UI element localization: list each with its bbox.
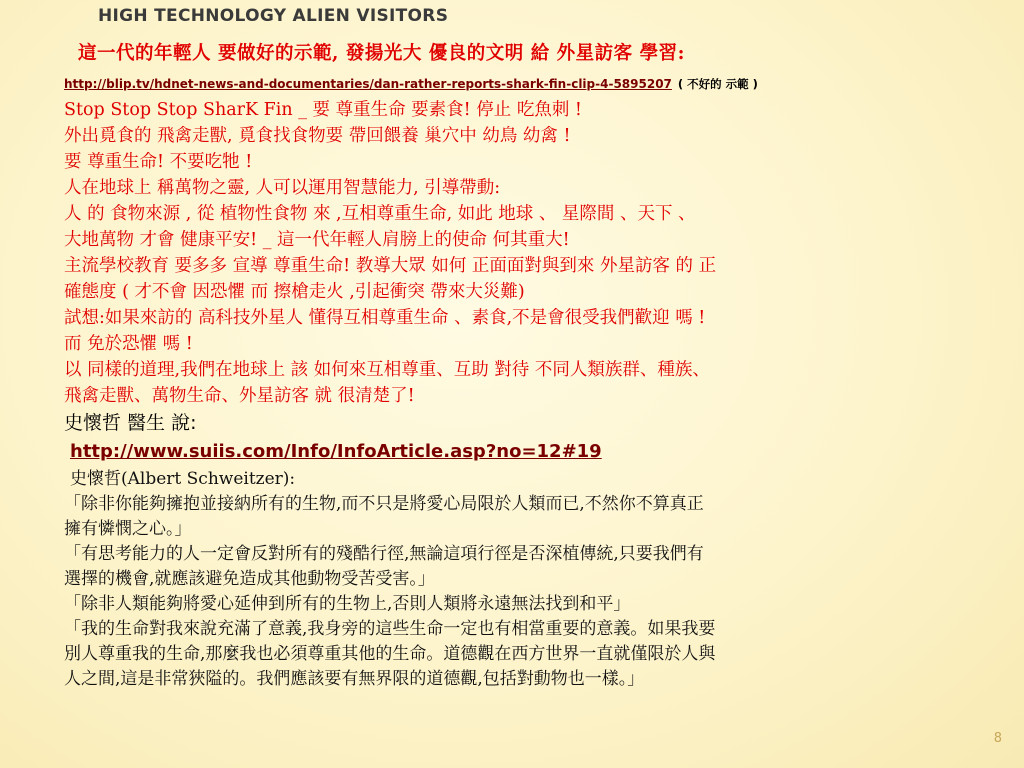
- red-line-9: 試想:如果來訪的 高科技外星人 懂得互相尊重生命 、素食,不是會很受我們歡迎 嗎 !: [64, 308, 706, 328]
- source-link-row-2: [64, 437, 960, 467]
- red-line-10: 而 免於恐懼 嗎 !: [64, 334, 193, 354]
- quote-line-4: 選擇的機會,就應該避免造成其他動物受苦受害。」: [64, 569, 435, 589]
- quote-line-7: 別人尊重我的生命,那麼我也必須尊重其他的生命。道德觀在西方世界一直就僅限於人與: [64, 644, 716, 664]
- quote-line-6: 「我的生命對我來說充滿了意義,我身旁的這些生命一定也有相當重要的意義。如果我要: [64, 619, 716, 639]
- quote-line-3: 「有思考能力的人一定會反對所有的殘酷行徑,無論這項行徑是否深植傳統,只要我們有: [64, 544, 704, 564]
- source-link-blip[interactable]: http://blip.tv/hdnet-news-and-documentaries/dan-rather-reports-shark-fin-clip-4-5895207: [64, 77, 672, 91]
- red-line-1: Stop Stop Stop SharK Fin _ 要 尊重生命 要素食! 停止 吃魚刺 !: [64, 100, 582, 120]
- red-line-4: 人在地球上 稱萬物之靈, 人可以運用智慧能力, 引導帶動:: [64, 178, 501, 198]
- quote-author: 史懷哲(Albert Schweitzer):: [70, 469, 296, 489]
- red-line-3: 要 尊重生命! 不要吃牠 !: [64, 152, 253, 172]
- red-line-6: 大地萬物 才會 健康平安! _ 這一代年輕人肩膀上的使命 何其重大!: [64, 230, 570, 250]
- slide-heading: 這一代的年輕人 要做好的示範, 發揚光大 優良的文明 給 外星訪客 學習:: [78, 43, 685, 64]
- source-link-row: [64, 70, 960, 97]
- quote-line-1: 「除非你能夠擁抱並接納所有的生物,而不只是將愛心局限於人類而已,不然你不算真正: [64, 494, 704, 514]
- quote-line-8: 人之間,這是非常狹隘的。我們應該要有無界限的道德觀,包括對動物也一樣。」: [64, 669, 645, 689]
- page-number: 8: [993, 731, 1002, 746]
- red-line-2: 外出覓食的 飛禽走獸, 覓食找食物要 帶回餵養 巢穴中 幼鳥 幼禽 !: [64, 126, 571, 146]
- red-line-11: 以 同樣的道理,我們在地球上 該 如何來互相尊重、互助 對待 不同人類族群、種族、: [64, 360, 710, 380]
- red-line-7: 主流學校教育 要多多 宣導 尊重生命! 教導大眾 如何 正面面對與到來 外星訪客 的 正: [64, 256, 717, 276]
- schweitzer-quotes: [64, 492, 960, 692]
- red-paragraphs: [64, 97, 960, 409]
- slide-content: [64, 38, 960, 692]
- source-link-suiis[interactable]: http://www.suiis.com/Info/InfoArticle.asp?no=12#19: [70, 441, 602, 462]
- slide-title: HIGH TECHNOLOGY ALIEN VISITORS: [98, 6, 449, 26]
- red-line-12: 飛禽走獸、萬物生命、外星訪客 就 很清楚了!: [64, 386, 415, 406]
- link-note: ( 不好的 示範 ): [677, 77, 758, 91]
- red-line-5: 人 的 食物來源 , 從 植物性食物 來 ,互相尊重生命, 如此 地球 、 星際間 、天下 、: [64, 204, 696, 224]
- red-line-8: 確態度 ( 才不會 因恐懼 而 擦槍走火 ,引起衝突 帶來大災難): [64, 282, 525, 302]
- speaker-label: 史懷哲 醫生 說:: [64, 412, 197, 434]
- quote-line-2: 擁有憐憫之心。」: [64, 519, 192, 539]
- quote-line-5: 「除非人類能夠將愛心延伸到所有的生物上,否則人類將永遠無法找到和平」: [64, 594, 631, 614]
